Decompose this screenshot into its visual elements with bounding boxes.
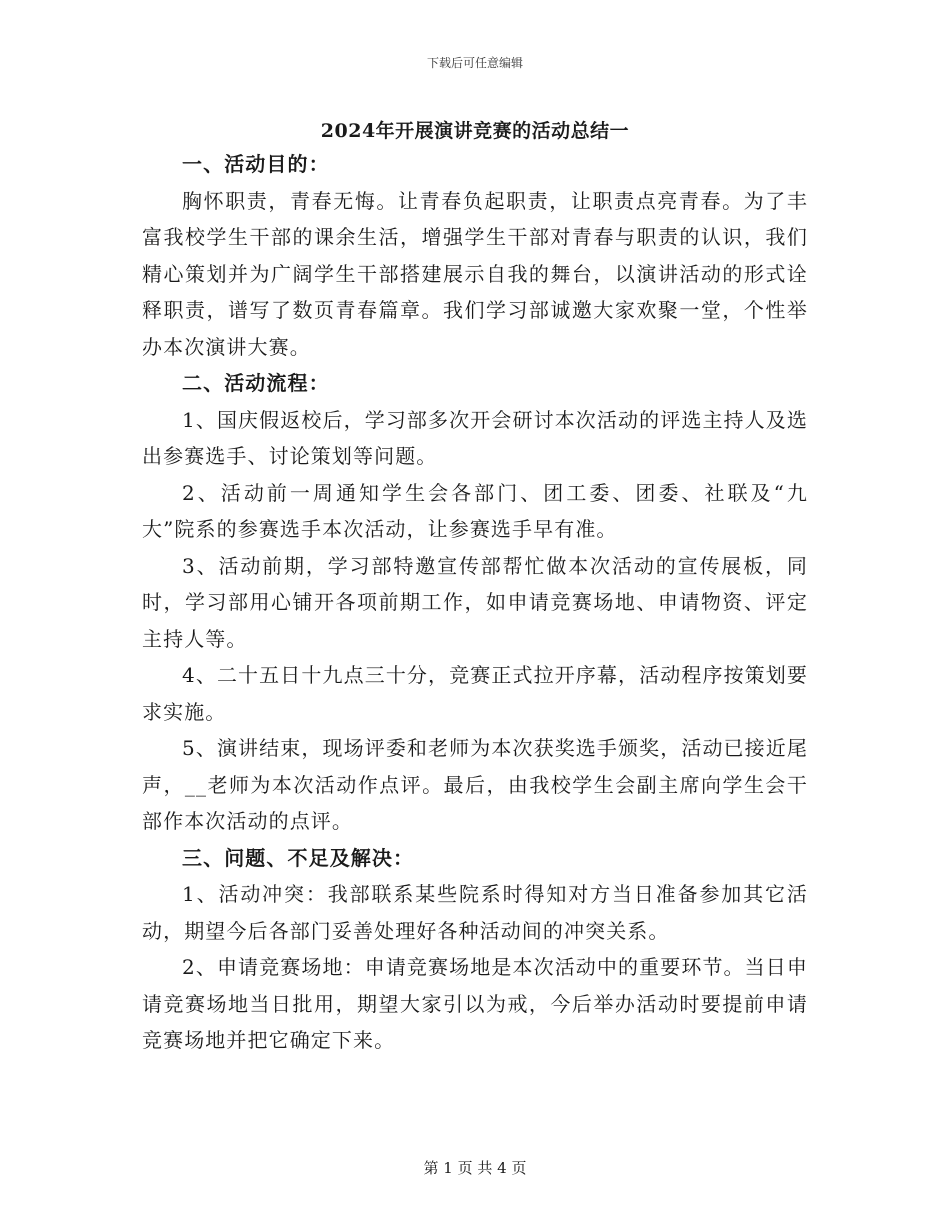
paragraph: 2、活动前一周通知学生会各部门、团工委、团委、社联及“九大”院系的参赛选手本次活动，让参赛选手早有准。 <box>142 480 808 541</box>
header-note: 下载后可任意编辑 <box>426 56 523 70</box>
paragraph: 1、国庆假返校后，学习部多次开会研讨本次活动的评选主持人及选出参赛选手、讨论策划等问题。 <box>142 407 808 468</box>
section-heading: 三、问题、不足及解决： <box>182 845 415 870</box>
page-indicator: 第 1 页 共 4 页 <box>423 1159 527 1177</box>
document-body <box>142 146 808 1059</box>
paragraph: 4、二十五日十九点三十分，竞赛正式拉开序幕，活动程序按策划要求实施。 <box>142 663 808 724</box>
section-heading: 一、活动目的： <box>182 152 330 176</box>
paragraph: 1、活动冲突：我部联系某些院系时得知对方当日准备参加其它活动，期望今后各部门妥善处理好各种活动间的冲突关系。 <box>142 882 808 943</box>
paragraph: 2、申请竞赛场地：申请竞赛场地是本次活动中的重要环节。当日申请竞赛场地当日批用，期望大家引以为戒，今后举办活动时要提前申请竞赛场地并把它确定下来。 <box>142 955 808 1052</box>
paragraph: 3、活动前期，学习部特邀宣传部帮忙做本次活动的宣传展板，同时，学习部用心铺开各项前期工作，如申请竞赛场地、申请物资、评定主持人等。 <box>142 553 808 651</box>
document-title: 2024年开展演讲竞赛的活动总结一 <box>320 120 630 142</box>
paragraph: 胸怀职责，青春无悔。让青春负起职责，让职责点亮青春。为了丰富我校学生干部的课余生活，增强学生干部对青春与职责的认识，我们精心策划并为广阔学生干部搭建展示自我的舞台，以演讲活动的形式诠释职责，谱写了数页青春篇章。我们学习部诚邀大家欢聚一堂，个性举办本次演讲大赛。 <box>142 188 808 359</box>
section-heading: 二、活动流程： <box>182 371 330 395</box>
paragraph: 5、演讲结束，现场评委和老师为本次获奖选手颁奖，活动已接近尾声，__老师为本次活动作点评。最后，由我校学生会副主席向学生会干部作本次活动的点评。 <box>142 736 808 833</box>
